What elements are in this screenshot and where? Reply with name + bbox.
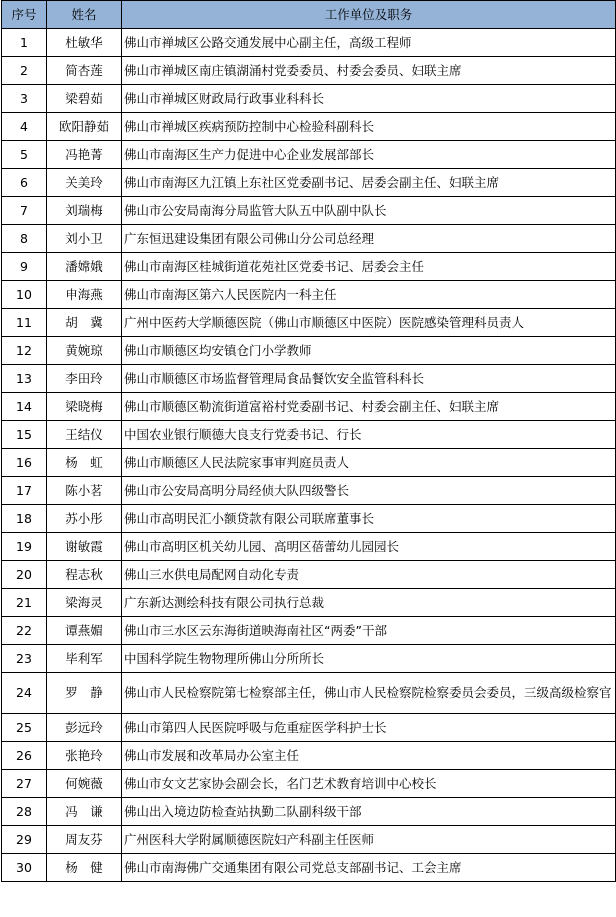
row-name: 陈小茗 (47, 477, 122, 505)
row-name: 梁碧茹 (47, 85, 122, 113)
row-number: 28 (2, 798, 47, 826)
row-number: 25 (2, 714, 47, 742)
row-number: 20 (2, 561, 47, 589)
row-position: 佛山市顺德区人民法院家事审判庭员责人 (122, 449, 616, 477)
row-number: 10 (2, 281, 47, 309)
row-position: 佛山市公安局高明分局经侦大队四级警长 (122, 477, 616, 505)
row-number: 15 (2, 421, 47, 449)
header-position: 工作单位及职务 (122, 1, 616, 29)
row-position: 佛山市南海区桂城街道花苑社区党委书记、居委会主任 (122, 253, 616, 281)
row-name: 周友芬 (47, 826, 122, 854)
row-number: 16 (2, 449, 47, 477)
row-name: 梁晓梅 (47, 393, 122, 421)
header-row (2, 1, 616, 29)
row-name: 苏小彤 (47, 505, 122, 533)
table-row (2, 770, 616, 798)
row-name: 刘瑞梅 (47, 197, 122, 225)
row-name: 谢敏霞 (47, 533, 122, 561)
row-number: 11 (2, 309, 47, 337)
row-number: 26 (2, 742, 47, 770)
row-number: 1 (2, 29, 47, 57)
row-number: 30 (2, 854, 47, 882)
table-row (2, 854, 616, 882)
row-number: 23 (2, 645, 47, 673)
row-name: 简杏莲 (47, 57, 122, 85)
row-position: 佛山三水供电局配网自动化专责 (122, 561, 616, 589)
table-row (2, 449, 616, 477)
row-number: 27 (2, 770, 47, 798)
row-position: 广东恒迅建设集团有限公司佛山分公司总经理 (122, 225, 616, 253)
row-number: 29 (2, 826, 47, 854)
table-row (2, 197, 616, 225)
row-position: 佛山市顺德区市场监督管理局食品餐饮安全监管科科长 (122, 365, 616, 393)
row-position: 佛山市南海区九江镇上东社区党委副书记、居委会副主任、妇联主席 (122, 169, 616, 197)
row-name: 申海燕 (47, 281, 122, 309)
table-row (2, 169, 616, 197)
row-position: 佛山市公安局南海分局监管大队五中队副中队长 (122, 197, 616, 225)
header-number: 序号 (2, 1, 47, 29)
row-position: 佛山市禅城区公路交通发展中心副主任，高级工程师 (122, 29, 616, 57)
row-number: 6 (2, 169, 47, 197)
row-position: 佛山市禅城区财政局行政事业科科长 (122, 85, 616, 113)
table-row (2, 561, 616, 589)
table-row (2, 113, 616, 141)
row-number: 4 (2, 113, 47, 141)
row-number: 12 (2, 337, 47, 365)
row-position: 佛山市三水区云东海街道映海南社区“两委”干部 (122, 617, 616, 645)
row-position: 佛山市南海区第六人民医院内一科主任 (122, 281, 616, 309)
table-row (2, 798, 616, 826)
row-number: 7 (2, 197, 47, 225)
table-row (2, 742, 616, 770)
row-number: 22 (2, 617, 47, 645)
row-position: 佛山市禅城区南庄镇湖涌村党委委员、村委会委员、妇联主席 (122, 57, 616, 85)
table-row (2, 714, 616, 742)
table-row (2, 477, 616, 505)
row-number: 17 (2, 477, 47, 505)
row-name: 毕利军 (47, 645, 122, 673)
row-name: 彭远玲 (47, 714, 122, 742)
table-row (2, 281, 616, 309)
row-name: 杨 虹 (47, 449, 122, 477)
row-number: 19 (2, 533, 47, 561)
table-row (2, 673, 616, 714)
table-header (2, 1, 616, 29)
table-row (2, 85, 616, 113)
row-number: 13 (2, 365, 47, 393)
row-number: 8 (2, 225, 47, 253)
row-position: 佛山出入境边防检查站执勤二队副科级干部 (122, 798, 616, 826)
row-number: 14 (2, 393, 47, 421)
table-row (2, 533, 616, 561)
row-name: 潘嫦娥 (47, 253, 122, 281)
table-row (2, 645, 616, 673)
table-row (2, 365, 616, 393)
row-position: 佛山市高明民汇小额贷款有限公司联席董事长 (122, 505, 616, 533)
row-number: 18 (2, 505, 47, 533)
row-name: 关美玲 (47, 169, 122, 197)
table-body (2, 29, 616, 882)
table-row (2, 617, 616, 645)
row-name: 程志秋 (47, 561, 122, 589)
header-name: 姓名 (47, 1, 122, 29)
row-number: 9 (2, 253, 47, 281)
row-name: 欧阳静茹 (47, 113, 122, 141)
table-row (2, 505, 616, 533)
row-number: 3 (2, 85, 47, 113)
table-row (2, 225, 616, 253)
row-position: 佛山市女文艺家协会副会长，名门艺术教育培训中心校长 (122, 770, 616, 798)
row-name: 谭燕媚 (47, 617, 122, 645)
row-name: 梁海灵 (47, 589, 122, 617)
row-position: 佛山市第四人民医院呼吸与危重症医学科护士长 (122, 714, 616, 742)
row-position: 佛山市高明区机关幼儿园、高明区蓓蕾幼儿园园长 (122, 533, 616, 561)
table-row (2, 393, 616, 421)
table-row (2, 57, 616, 85)
table-row (2, 826, 616, 854)
row-name: 黄婉琼 (47, 337, 122, 365)
row-name: 冯艳菁 (47, 141, 122, 169)
table-row (2, 421, 616, 449)
table-row (2, 29, 616, 57)
row-name: 何婉薇 (47, 770, 122, 798)
table-row (2, 309, 616, 337)
row-position: 广州医科大学附属顺德医院妇产科副主任医师 (122, 826, 616, 854)
row-position: 佛山市禅城区疾病预防控制中心检验科副科长 (122, 113, 616, 141)
members-table (1, 0, 616, 882)
row-number: 24 (2, 673, 47, 714)
row-position: 广东新达测绘科技有限公司执行总裁 (122, 589, 616, 617)
row-position: 佛山市顺德区均安镇仓门小学教师 (122, 337, 616, 365)
row-position: 佛山市顺德区勒流街道富裕村党委副书记、村委会副主任、妇联主席 (122, 393, 616, 421)
row-position: 佛山市南海区生产力促进中心企业发展部部长 (122, 141, 616, 169)
row-name: 李田玲 (47, 365, 122, 393)
row-name: 杜敏华 (47, 29, 122, 57)
row-position: 中国科学院生物物理所佛山分所所长 (122, 645, 616, 673)
row-number: 5 (2, 141, 47, 169)
row-name: 张艳玲 (47, 742, 122, 770)
table-row (2, 337, 616, 365)
row-name: 罗 静 (47, 673, 122, 714)
table-row (2, 589, 616, 617)
table-row (2, 253, 616, 281)
table-row (2, 141, 616, 169)
row-name: 王结仪 (47, 421, 122, 449)
row-position: 广州中医药大学顺德医院（佛山市顺德区中医院）医院感染管理科员责人 (122, 309, 616, 337)
row-position: 佛山市发展和改革局办公室主任 (122, 742, 616, 770)
row-name: 胡 冀 (47, 309, 122, 337)
row-name: 冯 谦 (47, 798, 122, 826)
row-position: 中国农业银行顺德大良支行党委书记、行长 (122, 421, 616, 449)
row-number: 21 (2, 589, 47, 617)
row-position: 佛山市南海佛广交通集团有限公司党总支部副书记、工会主席 (122, 854, 616, 882)
row-position: 佛山市人民检察院第七检察部主任，佛山市人民检察院检察委员会委员，三级高级检察官 (122, 673, 616, 714)
row-name: 刘小卫 (47, 225, 122, 253)
row-number: 2 (2, 57, 47, 85)
row-name: 杨 健 (47, 854, 122, 882)
